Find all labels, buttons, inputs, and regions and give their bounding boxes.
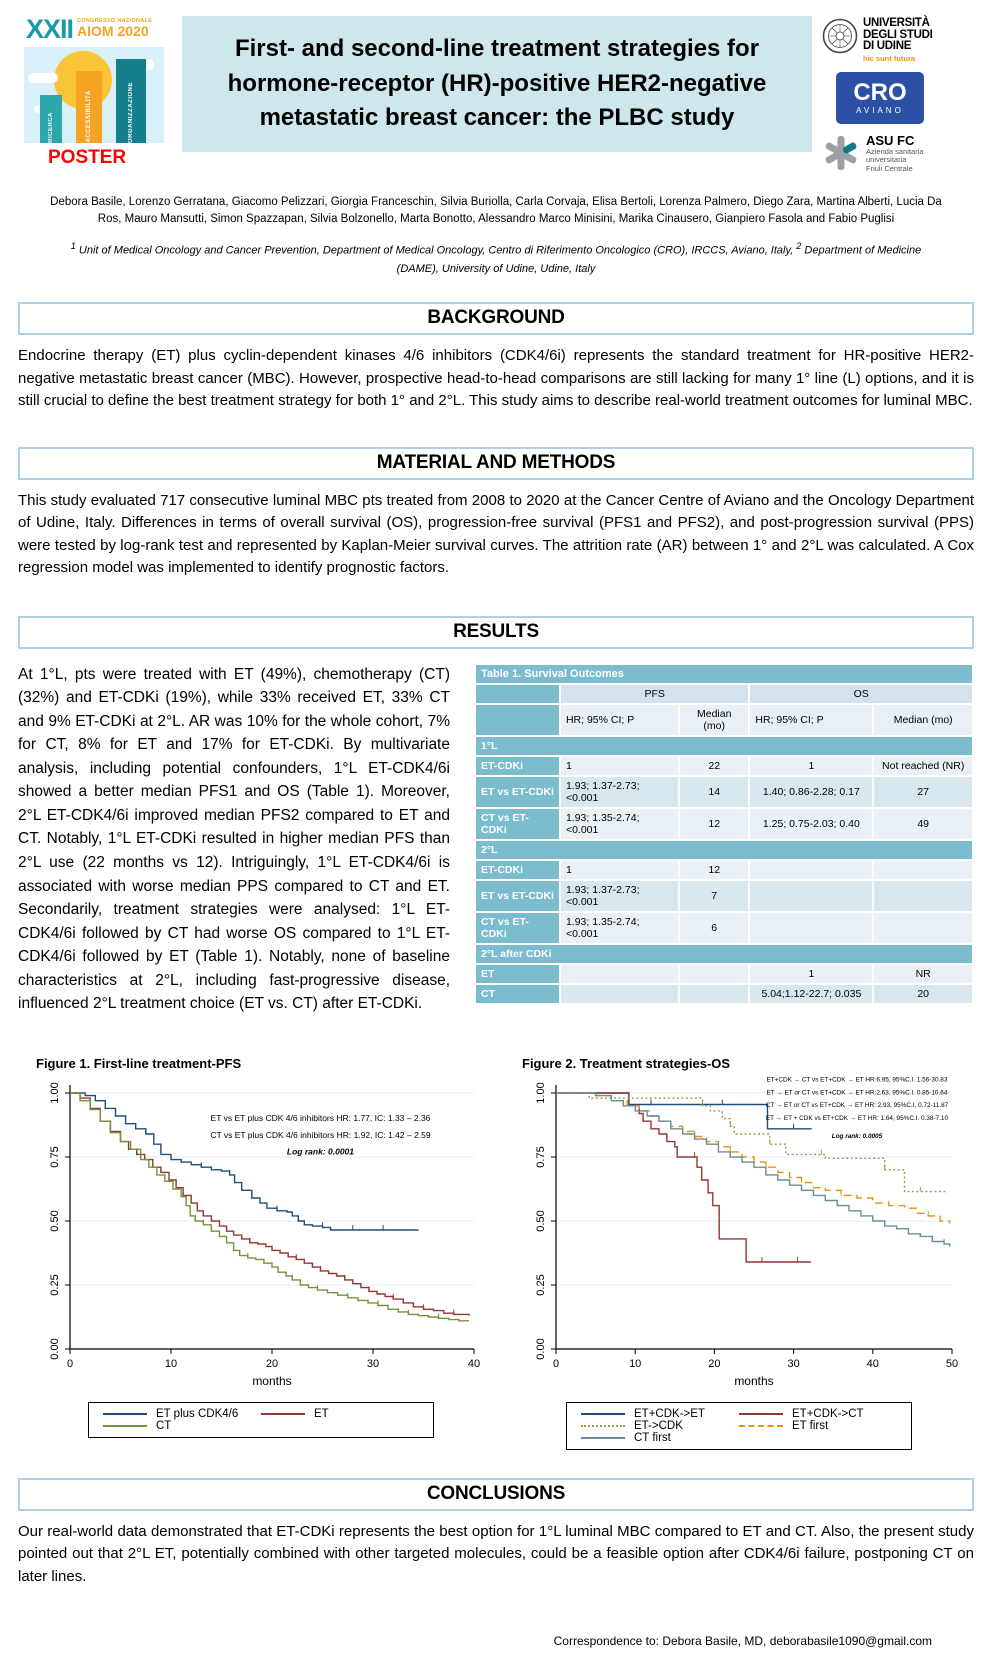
table-cell: 1	[561, 757, 678, 775]
legend-label: ET first	[792, 1419, 829, 1432]
svg-text:0.75: 0.75	[535, 1146, 547, 1168]
table-cell: 1	[750, 965, 872, 983]
km-plot-svg	[504, 1077, 966, 1395]
svg-text:0: 0	[66, 1357, 74, 1370]
table-cell	[874, 913, 972, 943]
table1-body	[476, 665, 972, 1003]
svg-text:0.25: 0.25	[535, 1274, 547, 1296]
asufc-star-icon	[822, 134, 860, 172]
cloud-icon	[28, 73, 58, 83]
bar-organizzazione: ORGANIZZAZIONE	[116, 59, 146, 143]
uniud-line1: UNIVERSITÀ	[863, 17, 930, 29]
uniud-seal-icon	[822, 18, 858, 54]
poster-label: POSTER	[48, 147, 127, 168]
aiom-illustration	[24, 47, 164, 143]
title-box	[182, 16, 812, 152]
bar-ricerca: RICERCA	[40, 95, 62, 143]
legend-line-sample	[581, 1413, 625, 1415]
cro-label: CRO	[853, 78, 907, 106]
table-row	[476, 965, 972, 983]
affiliation-sup1: 1	[70, 241, 76, 252]
table1-group-header: OS	[750, 685, 972, 703]
table1-sub-header: Median (mo)	[680, 705, 748, 735]
figure1-legend-wrap	[18, 1400, 504, 1438]
affiliation-part2: Department of Medicine (DAME), University of Udine, Udine, Italy	[396, 244, 922, 275]
km-annotation: ET → ET or CT vs ET+CDK → ET HR:2.63, 95%C.I. 0.85-10.64	[766, 1089, 948, 1097]
institution-logos	[822, 16, 974, 174]
svg-text:10: 10	[629, 1357, 642, 1370]
legend-item	[581, 1420, 739, 1432]
table-cell: 49	[874, 809, 972, 839]
table-cell: 14	[680, 777, 748, 807]
table-row	[476, 777, 972, 807]
table-cell: 6	[680, 913, 748, 943]
table-cell: 12	[680, 861, 748, 879]
figure1-title: Figure 1. First-line treatment-PFS	[36, 1055, 242, 1071]
authors-line: Debora Basile, Lorenzo Gerratana, Giacomo Pelizzari, Giorgia Franceschin, Silvia Buriolla, Carla Corvaja, Elisa Bertoli, Lorenza Palmero, Diego Zara, Martina Alberti, Lucia Da Ros, Mauro Mansutti, Simon Spazzapan, Silvia Bolzonello, Marta Bonotto, Alessandro Marco Minisini, Marika Cinausero, Gianpiero Fasola and Fabio Puglisi	[50, 195, 942, 226]
km-annotation: CT → ET or CT vs ET+CDK → ET HR: 2.93, 95%C.I. 0.72-11.87	[765, 1101, 949, 1109]
svg-text:20: 20	[708, 1357, 721, 1370]
svg-text:0.75: 0.75	[49, 1146, 61, 1168]
svg-text:40: 40	[866, 1357, 879, 1370]
legend-label: ET plus CDK4/6	[156, 1407, 239, 1420]
table-cell	[680, 965, 748, 983]
legend-label: ET+CDK->ET	[634, 1407, 705, 1420]
table-cell: 1.25; 0.75-2.03; 0.40	[750, 809, 872, 839]
conclusions-section	[18, 1478, 974, 1589]
table1-row-label: CT vs ET-CDKi	[476, 809, 559, 839]
legend-line-sample	[103, 1425, 147, 1427]
table1-corner	[476, 705, 559, 735]
poster-title: First- and second-line treatment strategies for hormone-receptor (HR)-positive HER2-negative metastatic breast cancer: the PLBC study	[227, 34, 767, 132]
results-content	[18, 663, 974, 1016]
affiliation-line	[58, 239, 934, 278]
table-row	[476, 861, 972, 879]
results-body: At 1°L, pts were treated with ET (49%), chemotherapy (CT) (32%) and ET-CDKi (19%), while 33% received ET, 33% CT and 9% ET-CDKi at 2°L. AR was 10% for the whole cohort, 7% for CT, 8% for ET and 17% for ET-CDKi. By multivariate analysis, including potential confounders, 1°L ET-CDK4/6i showed a better median PFS1 and OS (Table 1). Moreover, 2°L ET-CDK4/6i improved median PFS2 compared to ET and CT. Notably, 1°L ET-CDKi resulted in higher median PFS than 2°L use (22 months vs 12). Intriguingly, 1°L ET-CDK4/6i is associated with worse median PPS compared to CT and ET. Secondarily, treatment strategies were analysed: 1°L ET-CDK4/6i followed by CT had worse OS compared to 1°L ET-CDK4/6i followed by ET (Table 1). Notably, none of baseline characteristics at 2°L, including fast-progressive disease, influenced 2°L treatment choice (ET vs. CT) after ET-CDKi.	[18, 665, 450, 1013]
background-heading: BACKGROUND	[18, 302, 974, 335]
table-cell: 12	[680, 809, 748, 839]
table-cell: 1.93; 1.35-2.74; <0.001	[561, 809, 678, 839]
table-cell	[561, 965, 678, 983]
table-cell: 20	[874, 985, 972, 1003]
table1-row-label: ET-CDKi	[476, 861, 559, 879]
header	[18, 16, 974, 174]
legend-label: CT first	[634, 1431, 671, 1444]
table-cell: 7	[680, 881, 748, 911]
table1-row-label: ET vs ET-CDKi	[476, 777, 559, 807]
affiliation-sup2: 2	[796, 241, 802, 252]
table1-row-label: ET-CDKi	[476, 757, 559, 775]
results-heading: RESULTS	[18, 616, 974, 649]
table-row	[476, 757, 972, 775]
cro-aviano-logo	[836, 72, 924, 124]
table-cell: 1.93; 1.35-2.74; <0.001	[561, 913, 678, 943]
figure2-title: Figure 2. Treatment strategies-OS	[522, 1055, 731, 1071]
table1-group-header: PFS	[561, 685, 748, 703]
legend-item	[261, 1408, 419, 1420]
table-cell: 1.40; 0.86-2.28; 0.17	[750, 777, 872, 807]
svg-text:0.00: 0.00	[535, 1338, 547, 1360]
km-annotation: ET+CDK → CT vs ET+CDK → ET HR:6.95, 95%C.I. 1.56-30.83	[766, 1076, 948, 1084]
table1-row-label: ET	[476, 965, 559, 983]
uniud-line2: DEGLI STUDI	[863, 28, 933, 41]
table-cell: NR	[874, 965, 972, 983]
svg-text:20: 20	[265, 1357, 279, 1370]
table-cell	[874, 861, 972, 879]
uniud-tagline: hic sunt futura	[863, 54, 916, 64]
svg-text:months: months	[734, 1373, 774, 1388]
legend-item	[739, 1420, 897, 1432]
svg-text:0.50: 0.50	[49, 1210, 61, 1232]
table1-title: Table 1. Survival Outcomes	[476, 665, 972, 683]
asufc-title: ASU FC	[866, 132, 915, 148]
svg-text:10: 10	[164, 1357, 178, 1370]
table-cell	[680, 985, 748, 1003]
asufc-sub1: Azienda sanitaria	[866, 146, 924, 156]
figure2-legend-wrap	[504, 1400, 974, 1450]
figure2-plot	[504, 1077, 974, 1400]
km-annotation: Log rank: 0.0005	[831, 1132, 883, 1140]
uniud-logo	[822, 18, 974, 63]
svg-text:30: 30	[366, 1357, 380, 1370]
km-annotation: CT vs ET plus CDK 4/6 inhibitors HR: 1.92, IC: 1.42 – 2.59	[210, 1129, 431, 1140]
asufc-logo	[822, 133, 974, 174]
table-cell: 27	[874, 777, 972, 807]
correspondence-line: Correspondence to: Debora Basile, MD, deborabasile1090@gmail.com	[553, 1634, 932, 1649]
km-annotation: ET → ET + CDK vs ET+CDK → ET HR: 1.64, 95%C.I. 0.38-7.10	[765, 1114, 949, 1122]
table-cell	[561, 985, 678, 1003]
table-cell: 5.04;1.12-22.7; 0.035	[750, 985, 872, 1003]
table-cell: 1.93; 1.37-2.73; <0.001	[561, 777, 678, 807]
svg-text:0.25: 0.25	[49, 1274, 61, 1296]
legend-line-sample	[103, 1413, 147, 1415]
table-row	[476, 913, 972, 943]
legend-line-sample	[739, 1425, 783, 1427]
aiom-congress-label: CONGRESSO NAZIONALE	[77, 18, 153, 24]
table1-row-label: CT vs ET-CDKi	[476, 913, 559, 943]
table-cell: 1	[561, 861, 678, 879]
km-plot-svg	[18, 1077, 488, 1395]
svg-text:months: months	[252, 1373, 292, 1388]
legend-item	[103, 1408, 261, 1420]
svg-text:0.50: 0.50	[535, 1210, 547, 1232]
table-cell	[750, 913, 872, 943]
figure1	[18, 1056, 504, 1450]
svg-text:40: 40	[467, 1357, 481, 1370]
figure2-legend	[566, 1402, 912, 1450]
legend-label: ET+CDK->CT	[792, 1407, 864, 1420]
aiom-congress-logo	[18, 16, 170, 169]
methods-heading: MATERIAL AND METHODS	[18, 447, 974, 480]
figures-row	[18, 1056, 974, 1450]
table-cell	[750, 881, 872, 911]
table-row	[476, 809, 972, 839]
asufc-sub2: universitaria	[866, 155, 907, 165]
legend-line-sample	[581, 1425, 625, 1427]
figure1-plot	[18, 1077, 504, 1400]
legend-line-sample	[581, 1437, 625, 1439]
table-row	[476, 881, 972, 911]
table1-corner	[476, 685, 559, 703]
legend-item	[581, 1408, 739, 1420]
affiliation-part1: Unit of Medical Oncology and Cancer Prevention, Department of Medical Oncology, Centro di Riferimento Oncologico (CRO), IRCCS, Aviano, Italy,	[75, 244, 797, 257]
km-annotation: ET vs ET plus CDK 4/6 inhibitors HR: 1.77, IC: 1.33 – 2.36	[210, 1113, 431, 1124]
svg-text:1.00: 1.00	[535, 1082, 547, 1104]
asufc-sub3: Friuli Centrale	[866, 164, 913, 174]
legend-line-sample	[261, 1413, 305, 1415]
table-cell: 1.93; 1.37-2.73; <0.001	[561, 881, 678, 911]
table1-sub-header: HR; 95% CI; P	[561, 705, 678, 735]
conclusions-heading: CONCLUSIONS	[18, 1478, 974, 1511]
table1	[474, 663, 974, 1005]
table1-sub-header: HR; 95% CI; P	[750, 705, 872, 735]
table-cell: 1	[750, 757, 872, 775]
svg-text:30: 30	[787, 1357, 800, 1370]
svg-text:1.00: 1.00	[49, 1082, 61, 1104]
methods-body: This study evaluated 717 consecutive luminal MBC pts treated from 2008 to 2020 at the Cancer Centre of Aviano and the Oncology Department of Udine, Italy. Differences in terms of overall survival (OS), progression-free survival (PFS1 and PFS2), and post-progression survival (PPS) were tested by log-rank test and represented by Kaplan-Meier survival curves. The attrition rate (AR) between 1° and 2°L was calculated. A Cox regression model was implemented to identify prognostic factors.	[18, 491, 974, 577]
legend-label: ET	[314, 1407, 329, 1420]
table1-section-row: 2°L	[476, 841, 972, 859]
aviano-label: AVIANO	[856, 105, 904, 115]
table1-section-row: 2°L after CDKi	[476, 945, 972, 963]
figure1-legend	[88, 1402, 434, 1438]
legend-label: ET->CDK	[634, 1419, 683, 1432]
conclusions-body: Our real-world data demonstrated that ET-CDKi represents the best option for 1°L luminal MBC compared to ET and CT. Also, the present study pointed out that 2°L ET, potentially combined with other targeted molecules, could be a feasible option after CDK4/6i failure, postponing CT on later lines.	[18, 1522, 974, 1585]
bar-accessibilita: ACCESSIBILITÀ	[76, 71, 102, 143]
table-cell	[874, 881, 972, 911]
legend-line-sample	[739, 1413, 783, 1415]
table-cell	[750, 861, 872, 879]
table-cell: Not reached (NR)	[874, 757, 972, 775]
legend-item	[581, 1432, 739, 1444]
uniud-line3: DI UDINE	[863, 40, 912, 53]
background-body: Endocrine therapy (ET) plus cyclin-dependent kinases 4/6 inhibitors (CDK4/6i) represents the standard treatment for HR-positive HER2-negative metastatic breast cancer (MBC). However, prospective head-to-head comparisons are still lacking for many 1° line (L) options, and it is still crucial to define the best treatment strategy for both 1° and 2°L. This study aims to describe real-world treatment outcomes for luminal MBC.	[18, 347, 974, 410]
table1-sub-header: Median (mo)	[874, 705, 972, 735]
table-row	[476, 985, 972, 1003]
table1-container	[474, 663, 974, 1016]
legend-label: CT	[156, 1419, 172, 1432]
km-annotation: Log rank: 0.0001	[286, 1146, 355, 1157]
legend-item	[739, 1408, 897, 1420]
table1-row-label: ET vs ET-CDKi	[476, 881, 559, 911]
table1-row-label: CT	[476, 985, 559, 1003]
svg-text:50: 50	[945, 1357, 959, 1370]
table1-section-row: 1°L	[476, 737, 972, 755]
table-cell: 22	[680, 757, 748, 775]
aiom-numeral: XXII	[26, 14, 74, 44]
figure2	[504, 1056, 974, 1450]
aiom-name-year: AIOM 2020	[77, 23, 149, 39]
legend-item	[103, 1420, 261, 1432]
svg-text:0.00: 0.00	[49, 1338, 61, 1360]
svg-text:0: 0	[552, 1357, 560, 1370]
